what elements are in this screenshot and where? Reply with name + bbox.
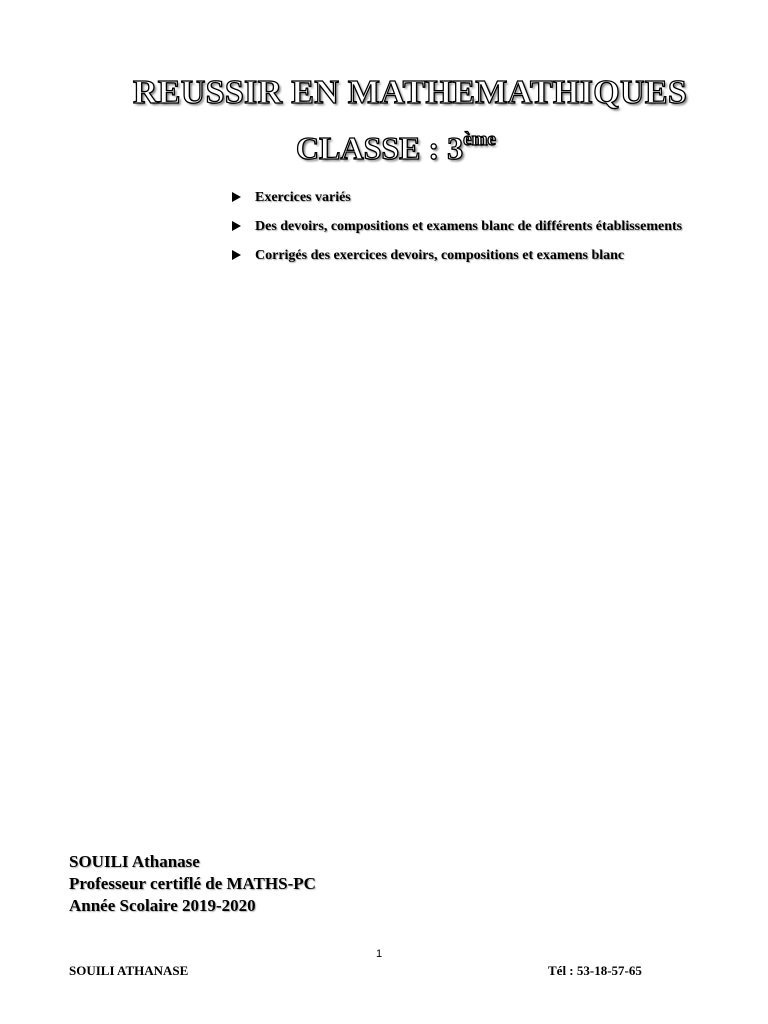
right-arrowhead-icon (232, 192, 241, 202)
list-item (232, 183, 682, 212)
list-item (232, 212, 682, 241)
author-role: Professeur certiflé de MATHS-PC (69, 874, 316, 893)
footer-phone: Tél : 53-18-57-65 (548, 963, 642, 978)
class-heading (296, 130, 496, 167)
right-arrowhead-icon (232, 221, 241, 231)
list-item-text: Exercices variés (255, 189, 351, 205)
class-heading-superscript: ème (463, 129, 496, 150)
list-item (232, 241, 682, 270)
document-title: REUSSIR EN MATHEMATHIQUES (132, 74, 688, 111)
class-heading-text: CLASSE : 3 (296, 130, 464, 166)
footer-author: SOUILI ATHANASE (69, 963, 189, 978)
contents-list (232, 183, 682, 270)
author-block (69, 851, 316, 917)
list-item-text: Corrigés des exercices devoirs, compositions et examens blanc (255, 247, 625, 263)
author-name: SOUILI Athanase (69, 852, 200, 871)
page-number: 1 (376, 948, 383, 960)
school-year: Année Scolaire 2019-2020 (69, 896, 256, 915)
right-arrowhead-icon (232, 250, 241, 260)
list-item-text: Des devoirs, compositions et examens blanc de différents établissements (255, 218, 683, 234)
